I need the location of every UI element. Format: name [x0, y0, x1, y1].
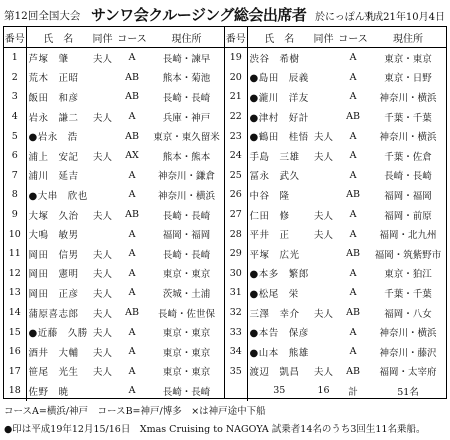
attendee-name [26, 362, 90, 382]
companion [311, 87, 336, 107]
table-row [225, 342, 446, 362]
attendee-name [247, 87, 311, 107]
header-course: コース [336, 27, 370, 48]
attendee-name [26, 342, 90, 362]
residence: 神奈川・鎌倉 [157, 171, 215, 183]
course: A [128, 385, 136, 397]
companion [311, 322, 336, 342]
prior-cruise-marker: ● [249, 328, 259, 340]
prior-cruise-marker: ● [28, 190, 38, 202]
attendee-name-text: 近藤 久勝 [37, 328, 88, 340]
residence: 千葉・佐倉 [384, 151, 432, 163]
table-row [4, 244, 224, 264]
attendee-name [247, 362, 311, 382]
row-number: 3 [4, 87, 26, 107]
attendee-name [26, 68, 90, 88]
attendee-table [3, 26, 447, 399]
attendee-name-text: 本告 保彦 [258, 328, 309, 340]
course: A [349, 130, 357, 142]
attendee-name-text: 笹尾 光生 [28, 367, 79, 379]
header-companion: 同伴 [90, 27, 115, 48]
residence: 茨城・土浦 [162, 288, 211, 300]
attendee-name [26, 264, 90, 284]
prior-cruise-marker: ● [249, 269, 259, 281]
row-number: 14 [4, 303, 26, 323]
course: A [349, 346, 357, 358]
attendee-name-text: 荒木 正昭 [28, 73, 79, 85]
companion: 夫人 [92, 151, 112, 163]
attendee-name-text: 三澤 幸介 [249, 308, 300, 320]
companion [90, 185, 115, 205]
prior-cruise-marker: ● [249, 132, 259, 144]
companion [90, 224, 115, 244]
table-row [4, 342, 224, 362]
residence: 千葉・千葉 [384, 288, 432, 300]
attendee-name-text: 岡田 憲明 [28, 269, 79, 281]
table-row [225, 303, 446, 323]
row-number: 2 [4, 68, 26, 88]
header-name: 氏 名 [247, 27, 311, 48]
row-number: 25 [225, 166, 247, 186]
row-number: 33 [225, 322, 247, 342]
attendee-name-text: 渡辺 凱昌 [249, 367, 300, 379]
attendee-name-text: 仁田 修 [249, 210, 290, 222]
table-row [4, 107, 224, 127]
companion: 夫人 [92, 308, 112, 320]
residence: 東京・東久留米 [153, 132, 220, 144]
row-number: 6 [4, 146, 26, 166]
row-number: 16 [4, 342, 26, 362]
residence: 東京・東京 [162, 347, 211, 359]
header-residence: 現住所 [370, 27, 446, 48]
residence: 神奈川・横浜 [379, 132, 437, 144]
table-row [4, 264, 224, 284]
table-row [4, 362, 224, 382]
row-number: 10 [4, 224, 26, 244]
attendee-name [26, 107, 90, 127]
page-header [3, 4, 447, 26]
attendee-name [26, 146, 90, 166]
residence: 東京・東京 [384, 53, 432, 65]
row-number: 5 [4, 126, 26, 146]
companion [311, 185, 336, 205]
attendee-name [247, 185, 311, 205]
course: A [128, 287, 136, 299]
residence: 福岡・北九州 [379, 230, 437, 242]
attendee-name-text: 中谷 隆 [249, 190, 290, 202]
course: A [128, 52, 136, 64]
course: AB [346, 248, 360, 260]
header-num: 番号 [4, 27, 26, 48]
companion [90, 68, 115, 88]
attendee-name [247, 48, 311, 68]
row-number: 34 [225, 342, 247, 362]
table-row [225, 244, 446, 264]
companion: 夫人 [313, 210, 333, 222]
course: A [128, 189, 136, 201]
companion [311, 166, 336, 186]
residence: 東京・東京 [162, 328, 211, 340]
table-row [4, 87, 224, 107]
table-row [225, 322, 446, 342]
course: A [349, 228, 357, 240]
row-number: 19 [225, 48, 247, 68]
attendee-name [26, 185, 90, 205]
header-name: 氏 名 [26, 27, 90, 48]
residence: 東京・狛江 [384, 269, 432, 281]
prior-cruise-marker: ● [249, 112, 259, 124]
table-row [225, 283, 446, 303]
attendee-name [247, 264, 311, 284]
course: A [128, 228, 136, 240]
table-row [4, 303, 224, 323]
header-num: 番号 [225, 27, 247, 48]
attendee-name-text: 島田 辰義 [258, 73, 309, 85]
attendee-table-left [4, 27, 225, 398]
companion [311, 283, 336, 303]
venue-label: 於にっぽん丸 [315, 12, 375, 23]
attendee-name-text: 山本 熊雄 [258, 347, 309, 359]
attendee-name [247, 107, 311, 127]
table-row [4, 146, 224, 166]
attendee-name [26, 48, 90, 68]
residence: 東京・東京 [162, 269, 211, 281]
attendee-name-text: 蒲原喜志郎 [28, 308, 79, 320]
table-row [225, 185, 446, 205]
attendee-name [26, 381, 90, 401]
totals-spacer [225, 381, 247, 401]
residence: 神奈川・横浜 [157, 190, 215, 202]
prior-cruise-marker: ● [249, 92, 259, 104]
course: AB [346, 111, 360, 123]
row-number: 11 [4, 244, 26, 264]
attendee-name [26, 322, 90, 342]
row-number: 15 [4, 322, 26, 342]
companion: 夫人 [92, 249, 112, 261]
companion: 夫人 [92, 269, 112, 281]
course: A [128, 267, 136, 279]
row-number: 7 [4, 166, 26, 186]
companion: 夫人 [92, 53, 112, 65]
table-row [225, 126, 446, 146]
course: AB [125, 307, 139, 319]
residence: 長崎・長崎 [162, 92, 211, 104]
course: A [349, 71, 357, 83]
residence: 東京・東京 [162, 367, 211, 379]
row-number: 29 [225, 244, 247, 264]
companion [311, 342, 336, 362]
residence: 長崎・長崎 [162, 386, 211, 398]
row-number: 30 [225, 264, 247, 284]
companion: 夫人 [92, 288, 112, 300]
row-number: 21 [225, 87, 247, 107]
companion [90, 166, 115, 186]
attendee-name [26, 283, 90, 303]
attendee-name [247, 205, 311, 225]
attendee-name-text: 浦川 延吉 [28, 171, 79, 183]
attendee-name [26, 303, 90, 323]
row-number: 20 [225, 68, 247, 88]
row-number: 17 [4, 362, 26, 382]
course: AB [346, 189, 360, 201]
course: A [128, 346, 136, 358]
table-row [225, 87, 446, 107]
table-row [225, 146, 446, 166]
marker-note: ●印は平成19年12月15/16日 Xmas Cruising to NAGOYA 試乗者14名のうち3回生11名乗船。 [4, 424, 426, 435]
companion: 夫人 [313, 132, 333, 144]
table-row [225, 224, 446, 244]
course: AB [125, 91, 139, 103]
attendee-name-text: 岩永 謙二 [28, 112, 79, 124]
course: A [349, 326, 357, 338]
row-number: 31 [225, 283, 247, 303]
attendee-name [247, 303, 311, 323]
row-number: 28 [225, 224, 247, 244]
course: AB [125, 130, 139, 142]
attendee-name [247, 146, 311, 166]
attendee-name [247, 224, 311, 244]
attendee-name [247, 283, 311, 303]
attendee-name-text: 渋谷 希樹 [249, 53, 300, 65]
table-header-row [225, 27, 446, 48]
attendee-name-text: 飯田 和彦 [28, 92, 79, 104]
table-row [4, 185, 224, 205]
companion: 夫人 [92, 367, 112, 379]
companion: 夫人 [92, 347, 112, 359]
course: AX [125, 150, 139, 162]
row-number: 35 [225, 362, 247, 382]
row-number: 27 [225, 205, 247, 225]
course: AB [125, 209, 139, 221]
companion [90, 381, 115, 401]
residence: 長崎・長崎 [384, 171, 432, 183]
course: AB [346, 307, 360, 319]
residence: 千葉・千葉 [384, 112, 432, 124]
residence: 福岡・太宰府 [379, 367, 437, 379]
table-row [4, 48, 224, 68]
attendee-name-text: 佐野 暁 [28, 386, 69, 398]
attendee-name [247, 244, 311, 264]
attendee-name-text: 岩永 浩 [37, 132, 78, 144]
table-row [4, 283, 224, 303]
residence: 福岡・前原 [384, 210, 432, 222]
residence: 熊本・熊本 [162, 151, 211, 163]
table-row [225, 68, 446, 88]
attendee-name [247, 342, 311, 362]
table-row [225, 166, 446, 186]
companion: 夫人 [313, 230, 333, 242]
row-number: 32 [225, 303, 247, 323]
companion [311, 244, 336, 264]
attendee-name-text: 岡田 正彦 [28, 288, 79, 300]
attendee-name [26, 126, 90, 146]
course: AB [125, 71, 139, 83]
prior-cruise-marker: ● [249, 73, 259, 85]
attendee-name-text: 浦上 安記 [28, 151, 79, 163]
header-residence: 現住所 [149, 27, 224, 48]
attendee-name-text: 冨永 武久 [249, 171, 300, 183]
page-title: サンワ会クルージング総会出席者 [91, 6, 307, 24]
companion [311, 68, 336, 88]
attendee-name-text: 大鳴 敏男 [28, 230, 79, 242]
table-row [4, 224, 224, 244]
row-number: 4 [4, 107, 26, 127]
residence: 熊本・菊池 [162, 73, 211, 85]
residence: 福岡・筑紫野市 [374, 249, 442, 261]
header-companion: 同伴 [311, 27, 336, 48]
prior-cruise-marker: ● [28, 328, 38, 340]
course: A [128, 326, 136, 338]
row-number: 9 [4, 205, 26, 225]
residence: 東京・日野 [384, 73, 432, 85]
attendee-name [26, 166, 90, 186]
course: A [349, 52, 357, 64]
residence: 長崎・長崎 [162, 210, 211, 222]
row-number: 8 [4, 185, 26, 205]
residence: 福岡・福岡 [384, 190, 432, 202]
row-number: 1 [4, 48, 26, 68]
table-row [4, 126, 224, 146]
course: A [349, 209, 357, 221]
companion [90, 87, 115, 107]
attendee-name-text: 岡田 信男 [28, 249, 79, 261]
course-legend: コースA=横浜/神戸 コースB=神戸/博多 ×は神戸途中下船 [4, 406, 266, 417]
row-number: 26 [225, 185, 247, 205]
total-companions: 16 [317, 385, 330, 397]
table-header-row [4, 27, 224, 48]
attendee-name-text: 手島 三雄 [249, 151, 300, 163]
date-label: 平成21年10月4日 [363, 12, 445, 23]
table-row [4, 322, 224, 342]
residence: 福岡・八女 [384, 308, 432, 320]
grand-total: 51名 [397, 386, 419, 398]
row-number: 12 [4, 264, 26, 284]
attendee-name [247, 322, 311, 342]
attendee-name-text: 酒井 大輔 [28, 347, 79, 359]
table-row [225, 205, 446, 225]
companion: 夫人 [92, 328, 112, 340]
attendee-name-text: 本多 繁郎 [258, 269, 309, 281]
companion: 夫人 [92, 112, 112, 124]
course: A [349, 267, 357, 279]
totals-label: 計 [348, 386, 358, 398]
prior-cruise-marker: ● [249, 347, 259, 359]
row-number: 18 [4, 381, 26, 401]
course: A [128, 169, 136, 181]
attendee-name-text: 平塚 広光 [249, 249, 300, 261]
companion: 夫人 [92, 210, 112, 222]
attendee-name [247, 166, 311, 186]
residence: 神奈川・藤沢 [379, 347, 437, 359]
companion [311, 48, 336, 68]
attendee-name-text: 津村 好計 [258, 112, 309, 124]
table-row [225, 48, 446, 68]
attendee-name-text: 松尾 栄 [258, 288, 299, 300]
prior-cruise-marker: ● [249, 288, 259, 300]
row-number: 13 [4, 283, 26, 303]
attendee-name-text: 大塚 久治 [28, 210, 79, 222]
residence: 福岡・福岡 [162, 230, 211, 242]
course: A [128, 365, 136, 377]
table-row [225, 362, 446, 382]
course: A [349, 91, 357, 103]
attendee-name-text: 瀧川 洋友 [258, 92, 309, 104]
header-course: コース [115, 27, 149, 48]
row-number: 23 [225, 126, 247, 146]
residence: 長崎・佐世保 [157, 308, 215, 320]
course: A [349, 150, 357, 162]
row-number: 24 [225, 146, 247, 166]
attendee-name-text: 平井 正 [249, 230, 290, 242]
residence: 神奈川・横浜 [379, 92, 437, 104]
total-attendees: 35 [273, 385, 286, 397]
course: AB [346, 365, 360, 377]
attendee-name [247, 68, 311, 88]
companion: 夫人 [313, 151, 333, 163]
attendee-name [26, 244, 90, 264]
table-row [4, 68, 224, 88]
attendee-table-right [225, 27, 446, 398]
course: A [349, 287, 357, 299]
attendee-name-text: 大串 欣也 [37, 190, 88, 202]
residence: 長崎・長崎 [162, 249, 211, 261]
table-row [4, 166, 224, 186]
attendee-name-text: 芦塚 肇 [28, 53, 69, 65]
table-row [225, 107, 446, 127]
residence: 神奈川・横浜 [379, 328, 437, 340]
totals-row [225, 381, 446, 401]
table-row [4, 205, 224, 225]
course: A [128, 111, 136, 123]
course: A [128, 248, 136, 260]
attendee-name [247, 126, 311, 146]
row-number: 22 [225, 107, 247, 127]
attendee-name-text: 鶴田 桂悟 [258, 132, 309, 144]
table-row [4, 381, 224, 401]
course: A [349, 169, 357, 181]
companion [311, 264, 336, 284]
edition-label: 第12回全国大会 [4, 10, 81, 22]
companion: 夫人 [313, 367, 333, 379]
table-row [225, 264, 446, 284]
attendee-name [26, 205, 90, 225]
companion [90, 126, 115, 146]
residence: 兵庫・神戸 [162, 112, 211, 124]
companion [311, 107, 336, 127]
prior-cruise-marker: ● [28, 132, 38, 144]
companion: 夫人 [313, 308, 333, 320]
attendee-name [26, 87, 90, 107]
attendee-name [26, 224, 90, 244]
residence: 長崎・諫早 [162, 53, 211, 65]
